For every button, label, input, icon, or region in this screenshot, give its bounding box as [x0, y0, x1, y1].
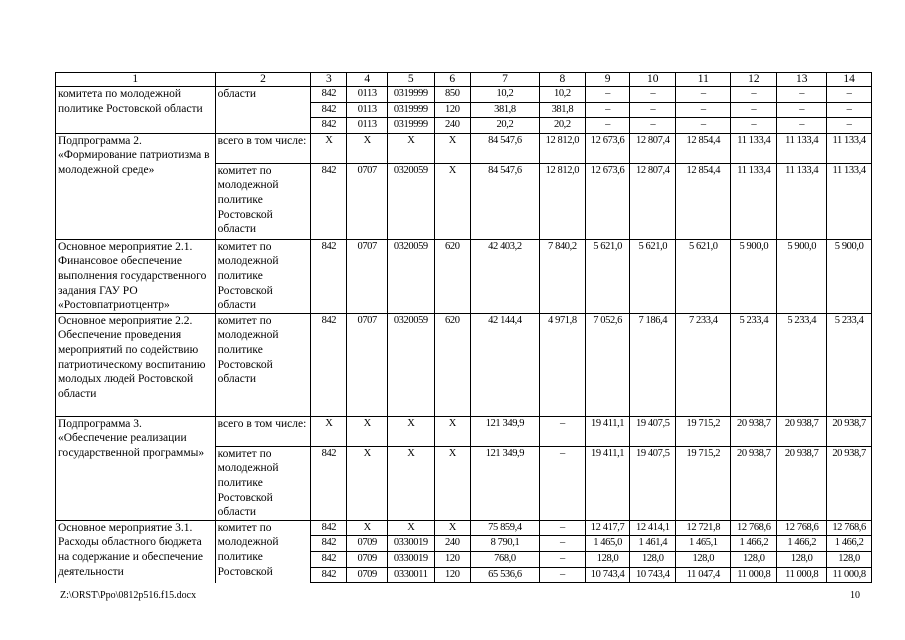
header-col-6: 6	[434, 73, 470, 87]
cell-col-5: Х	[387, 416, 434, 446]
cell-col-5: Х	[387, 446, 434, 520]
cell-col-8: –	[540, 536, 586, 552]
cell-col-14: 128,0	[827, 551, 872, 567]
program-name: Подпрограмма 2. «Формирование патриотизма в молодежной среде»	[56, 133, 216, 239]
cell-col-8: 12 812,0	[540, 133, 586, 163]
cell-col-12: –	[731, 102, 777, 118]
cell-col-6: Х	[434, 133, 470, 163]
cell-col-3: 842	[311, 239, 347, 313]
cell-col-5: 0330019	[387, 551, 434, 567]
cell-col-14: 11 133,4	[827, 163, 872, 239]
cell-col-3: 842	[311, 567, 347, 583]
cell-col-6: 120	[434, 102, 470, 118]
table-row	[56, 313, 872, 416]
cell-col-12: 5 233,4	[731, 313, 777, 416]
cell-col-4: 0707	[347, 239, 387, 313]
cell-col-11: 1 465,1	[676, 536, 731, 552]
cell-col-3: Х	[311, 133, 347, 163]
cell-col-13: –	[777, 118, 827, 134]
cell-col-13: –	[777, 102, 827, 118]
cell-col-3: Х	[311, 416, 347, 446]
cell-col-3: 842	[311, 520, 347, 536]
cell-col-4: 0707	[347, 163, 387, 239]
cell-col-4: Х	[347, 446, 387, 520]
cell-col-7: 10,2	[470, 87, 539, 103]
cell-col-10: 7 186,4	[630, 313, 676, 416]
responsible-executor: всего в том числе:	[215, 416, 311, 446]
cell-col-13: –	[777, 87, 827, 103]
program-name: Основное мероприятие 2.2. Обеспечение проведения мероприятий по содействию патриотическому воспитанию молодых людей Ростовской области	[56, 313, 216, 416]
cell-col-13: 5 233,4	[777, 313, 827, 416]
cell-col-7: 75 859,4	[470, 520, 539, 536]
cell-col-13: 5 900,0	[777, 239, 827, 313]
cell-col-9: 1 465,0	[585, 536, 630, 552]
cell-col-8: –	[540, 416, 586, 446]
cell-col-4: Х	[347, 416, 387, 446]
cell-col-5: 0330011	[387, 567, 434, 583]
cell-col-9: 12 417,7	[585, 520, 630, 536]
cell-col-5: 0330019	[387, 536, 434, 552]
cell-col-6: Х	[434, 163, 470, 239]
cell-col-6: Х	[434, 416, 470, 446]
cell-col-9: 5 621,0	[585, 239, 630, 313]
cell-col-14: 20 938,7	[827, 446, 872, 520]
cell-col-12: 20 938,7	[731, 446, 777, 520]
header-col-14: 14	[827, 73, 872, 87]
cell-col-14: 5 233,4	[827, 313, 872, 416]
cell-col-6: 120	[434, 567, 470, 583]
cell-col-11: 12 854,4	[676, 133, 731, 163]
cell-col-4: 0709	[347, 567, 387, 583]
cell-col-8: 20,2	[540, 118, 586, 134]
cell-col-4: Х	[347, 520, 387, 536]
cell-col-14: 20 938,7	[827, 416, 872, 446]
cell-col-13: 11 133,4	[777, 163, 827, 239]
cell-col-5: 0319999	[387, 102, 434, 118]
cell-col-13: 11 133,4	[777, 133, 827, 163]
cell-col-14: –	[827, 87, 872, 103]
cell-col-10: –	[630, 87, 676, 103]
cell-col-8: –	[540, 446, 586, 520]
cell-col-10: 12 807,4	[630, 133, 676, 163]
cell-col-12: 1 466,2	[731, 536, 777, 552]
cell-col-11: 12 721,8	[676, 520, 731, 536]
cell-col-4: 0707	[347, 313, 387, 416]
cell-col-3: 842	[311, 118, 347, 134]
cell-col-4: Х	[347, 133, 387, 163]
cell-col-10: –	[630, 102, 676, 118]
cell-col-11: 12 854,4	[676, 163, 731, 239]
cell-col-6: 120	[434, 551, 470, 567]
cell-col-5: 0319999	[387, 87, 434, 103]
cell-col-10: 19 407,5	[630, 446, 676, 520]
table-row	[56, 239, 872, 313]
cell-col-3: 842	[311, 163, 347, 239]
cell-col-6: Х	[434, 446, 470, 520]
cell-col-4: 0113	[347, 87, 387, 103]
cell-col-11: 5 621,0	[676, 239, 731, 313]
cell-col-6: 620	[434, 239, 470, 313]
cell-col-14: –	[827, 118, 872, 134]
cell-col-14: 12 768,6	[827, 520, 872, 536]
cell-col-9: 19 411,1	[585, 416, 630, 446]
cell-col-13: 128,0	[777, 551, 827, 567]
cell-col-9: –	[585, 118, 630, 134]
cell-col-6: 850	[434, 87, 470, 103]
program-name: комитета по молодежной политике Ростовской области	[56, 87, 216, 134]
table-row	[56, 87, 872, 103]
header-col-4: 4	[347, 73, 387, 87]
cell-col-11: –	[676, 118, 731, 134]
cell-col-7: 768,0	[470, 551, 539, 567]
cell-col-14: 11 000,8	[827, 567, 872, 583]
cell-col-5: Х	[387, 133, 434, 163]
cell-col-7: 42 403,2	[470, 239, 539, 313]
responsible-executor: комитет по молодежной политике Ростовской области	[215, 163, 311, 239]
cell-col-12: 11 133,4	[731, 163, 777, 239]
cell-col-9: 19 411,1	[585, 446, 630, 520]
cell-col-3: 842	[311, 87, 347, 103]
cell-col-14: –	[827, 102, 872, 118]
cell-col-8: 10,2	[540, 87, 586, 103]
cell-col-9: –	[585, 87, 630, 103]
cell-col-6: Х	[434, 520, 470, 536]
cell-col-5: 0320059	[387, 239, 434, 313]
cell-col-6: 240	[434, 536, 470, 552]
cell-col-14: 1 466,2	[827, 536, 872, 552]
cell-col-13: 20 938,7	[777, 416, 827, 446]
header-col-9: 9	[585, 73, 630, 87]
cell-col-7: 121 349,9	[470, 416, 539, 446]
cell-col-11: –	[676, 102, 731, 118]
cell-col-7: 20,2	[470, 118, 539, 134]
cell-col-9: –	[585, 102, 630, 118]
cell-col-8: 381,8	[540, 102, 586, 118]
cell-col-3: 842	[311, 102, 347, 118]
responsible-executor: области	[215, 87, 311, 134]
cell-col-10: 128,0	[630, 551, 676, 567]
cell-col-13: 11 000,8	[777, 567, 827, 583]
cell-col-10: –	[630, 118, 676, 134]
cell-col-4: 0709	[347, 551, 387, 567]
table-row	[56, 416, 872, 446]
cell-col-8: 4 971,8	[540, 313, 586, 416]
cell-col-5: 0320059	[387, 313, 434, 416]
header-col-2: 2	[215, 73, 311, 87]
cell-col-12: 11 133,4	[731, 133, 777, 163]
cell-col-8: 7 840,2	[540, 239, 586, 313]
cell-col-13: 20 938,7	[777, 446, 827, 520]
cell-col-4: 0709	[347, 536, 387, 552]
cell-col-12: 128,0	[731, 551, 777, 567]
page-number: 10	[850, 590, 860, 601]
cell-col-13: 12 768,6	[777, 520, 827, 536]
cell-col-7: 84 547,6	[470, 163, 539, 239]
header-col-1: 1	[56, 73, 216, 87]
header-col-3: 3	[311, 73, 347, 87]
footer-file-path: Z:\ORST\Ppo\0812p516.f15.docx	[60, 590, 197, 601]
cell-col-10: 1 461,4	[630, 536, 676, 552]
cell-col-5: 0319999	[387, 118, 434, 134]
responsible-executor: комитет по молодежной политике Ростовской области	[215, 446, 311, 520]
cell-col-12: 12 768,6	[731, 520, 777, 536]
cell-col-14: 11 133,4	[827, 133, 872, 163]
header-col-13: 13	[777, 73, 827, 87]
cell-col-6: 240	[434, 118, 470, 134]
cell-col-7: 84 547,6	[470, 133, 539, 163]
table-row	[56, 133, 872, 163]
header-col-8: 8	[540, 73, 586, 87]
header-col-12: 12	[731, 73, 777, 87]
cell-col-9: 10 743,4	[585, 567, 630, 583]
header-col-5: 5	[387, 73, 434, 87]
header-row	[56, 73, 872, 87]
cell-col-5: 0320059	[387, 163, 434, 239]
program-name: Основное мероприятие 3.1. Расходы областного бюджета на содержание и обеспечение деятельности	[56, 520, 216, 582]
cell-col-8: –	[540, 551, 586, 567]
cell-col-3: 842	[311, 551, 347, 567]
cell-col-10: 12 807,4	[630, 163, 676, 239]
cell-col-10: 19 407,5	[630, 416, 676, 446]
cell-col-14: 5 900,0	[827, 239, 872, 313]
cell-col-12: –	[731, 87, 777, 103]
cell-col-7: 65 536,6	[470, 567, 539, 583]
cell-col-4: 0113	[347, 118, 387, 134]
table-row	[56, 520, 872, 536]
program-name: Подпрограмма 3. «Обеспечение реализации государственной программы»	[56, 416, 216, 520]
cell-col-4: 0113	[347, 102, 387, 118]
cell-col-7: 8 790,1	[470, 536, 539, 552]
cell-col-13: 1 466,2	[777, 536, 827, 552]
cell-col-11: 19 715,2	[676, 416, 731, 446]
cell-col-3: 842	[311, 536, 347, 552]
header-col-11: 11	[676, 73, 731, 87]
cell-col-8: 12 812,0	[540, 163, 586, 239]
header-col-10: 10	[630, 73, 676, 87]
cell-col-11: –	[676, 87, 731, 103]
cell-col-10: 10 743,4	[630, 567, 676, 583]
cell-col-9: 12 673,6	[585, 163, 630, 239]
cell-col-10: 12 414,1	[630, 520, 676, 536]
cell-col-11: 7 233,4	[676, 313, 731, 416]
cell-col-8: –	[540, 520, 586, 536]
cell-col-12: –	[731, 118, 777, 134]
cell-col-3: 842	[311, 313, 347, 416]
cell-col-7: 42 144,4	[470, 313, 539, 416]
cell-col-3: 842	[311, 446, 347, 520]
cell-col-11: 128,0	[676, 551, 731, 567]
cell-col-5: Х	[387, 520, 434, 536]
cell-col-8: –	[540, 567, 586, 583]
cell-col-6: 620	[434, 313, 470, 416]
budget-table	[55, 72, 872, 583]
cell-col-7: 381,8	[470, 102, 539, 118]
cell-col-10: 5 621,0	[630, 239, 676, 313]
responsible-executor: комитет по молодежной политике Ростовской	[215, 520, 311, 582]
cell-col-9: 7 052,6	[585, 313, 630, 416]
responsible-executor: комитет по молодежной политике Ростовской области	[215, 239, 311, 313]
cell-col-9: 128,0	[585, 551, 630, 567]
cell-col-12: 5 900,0	[731, 239, 777, 313]
cell-col-9: 12 673,6	[585, 133, 630, 163]
cell-col-12: 20 938,7	[731, 416, 777, 446]
cell-col-11: 11 047,4	[676, 567, 731, 583]
program-name: Основное мероприятие 2.1. Финансовое обеспечение выполнения государственного задания ГАУ РО «Ростовпатриотцентр»	[56, 239, 216, 313]
responsible-executor: всего в том числе:	[215, 133, 311, 163]
cell-col-7: 121 349,9	[470, 446, 539, 520]
cell-col-12: 11 000,8	[731, 567, 777, 583]
responsible-executor: комитет по молодежной политике Ростовской области	[215, 313, 311, 416]
header-col-7: 7	[470, 73, 539, 87]
cell-col-11: 19 715,2	[676, 446, 731, 520]
